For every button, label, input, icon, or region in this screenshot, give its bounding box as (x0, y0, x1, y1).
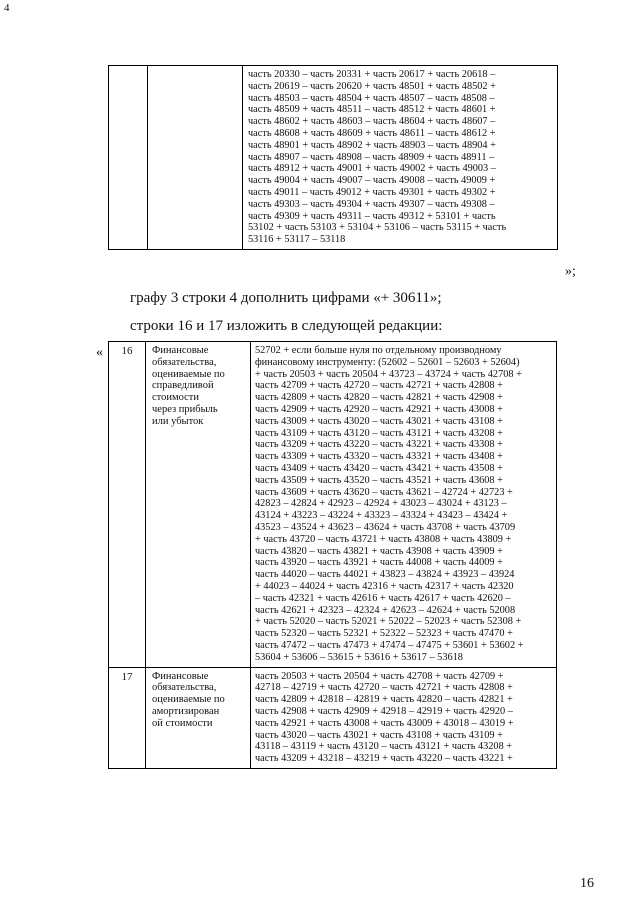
formula-text: часть 20330 – часть 20331 + часть 20617 + часть 20618 – часть 20619 – часть 20620 + часть 48501 + часть 48502 + часть 48503 – часть 48504 + часть 48507 – часть 48508 – часть 48509 + часть 48511 – часть 48512 + часть 48601 + часть 48602 + часть 48603 – часть 48604 + часть 48607 – часть 48608 + часть 48609 + часть 48611 – часть 48612 + часть 48901 + часть 48902 + часть 48903 – часть 48904 + часть 48907 – часть 48908 – часть 48909 + часть 48911 – часть 48912 + часть 49001 + часть 49002 + часть 49003 – часть 49004 + часть 49007 – часть 49008 – часть 49009 + часть 49011 – часть 49012 + часть 49301 + часть 49302 + часть 49303 – часть 49304 + часть 49307 – часть 49308 – часть 49309 + часть 49311 – часть 49312 + 53101 + часть 53102 + часть 53103 + 53104 + 53106 – часть 53115 + часть 53116 + 53117 – 53118 (248, 69, 507, 246)
formula-cell (251, 342, 557, 668)
opening-quote: « (96, 345, 103, 360)
closing-quote: »; (565, 264, 576, 279)
row-number-cell: 16 (109, 342, 146, 668)
formula-cell (243, 66, 558, 250)
table-row (109, 342, 557, 668)
formula-text: 52702 + если больше нуля по отдельному производному финансовому инструменту: (52602 – 52601 – 52603 + 52604) + часть 20503 + часть 20504 + 43723 – 43724 + часть 42708 + часть 42709 + часть 42720 – часть 42721 + часть 42808 + часть 42809 + часть 42820 – часть 42821 + часть 42908 + часть 42909 + часть 42920 – часть 42921 + часть 43008 + часть 43009 + часть 43020 – часть 43021 + часть 43108 + часть 43109 + часть 43120 – часть 43121 + часть 43208 + часть 43209 + часть 43220 – часть 43221 + часть 43308 + часть 43309 + часть 43320 – часть 43321 + часть 43408 + часть 43409 + часть 43420 – часть 43421 + часть 43508 + часть 43509 + часть 43520 – часть 43521 + часть 43608 + часть 43609 + часть 43620 – часть 43621 – 42724 + 42723 + 42823 – 42824 + 42923 – 42924 + 43023 – 43024 + 43123 – 43124 + 43223 – 43224 + 43323 – 43324 + 43423 – 43424 + 43523 – 43524 + 43623 – 43624 + часть 43708 + часть 43709 + часть 43720 – часть 43721 + часть 43808 + часть 43809 + часть 43820 – часть 43821 + часть 43908 + часть 43909 + часть 43920 – часть 43921 + часть 44008 + часть 44009 + часть 44020 – часть 44021 + 43823 – 43824 + 43923 – 43924 + 44023 – 44024 + часть 42316 + часть 42317 + часть 42320 – часть 42321 + часть 42616 + часть 42617 + часть 42620 – часть 42621 + 42323 – 42324 + 42623 – 42624 + часть 52008 + часть 52020 – часть 52021 + 52022 – 52023 + часть 52308 + часть 52320 – часть 52321 + 52322 – 52323 + часть 47470 + часть 47472 – часть 47473 + 47474 – 47475 + 53601 + 53602 + 53604 + 53606 – 53615 + 53616 + 53617 – 53618 (255, 345, 524, 663)
instruction-paragraph-1: графу 3 строки 4 дополнить цифрами «+ 30611»; (130, 290, 442, 306)
formula-text: часть 20503 + часть 20504 + часть 42708 + часть 42709 + 42718 – 42719 + часть 42720 – часть 42721 + часть 42808 + часть 42809 + 42818 – 42819 + часть 42820 – часть 42821 + часть 42908 + часть 42909 + 42918 – 42919 + часть 42920 – часть 42921 + часть 43008 + часть 43009 + 43018 – 43019 + часть 43020 – часть 43021 + часть 43108 + часть 43109 + 43118 – 43119 + часть 43120 – часть 43121 + часть 43208 + часть 43209 + 43218 – 43219 + часть 43220 – часть 43221 + (255, 670, 514, 765)
formula-cell (251, 667, 557, 768)
row-name-text: Финансовые обязательства, оцениваемые по справедливой стоимости через прибыль или убыток (152, 345, 225, 427)
table-new-rows (108, 341, 557, 769)
table-row (109, 66, 558, 250)
instruction-paragraph-2: строки 16 и 17 изложить в следующей редакции: (130, 318, 443, 334)
row-name-text: Финансовые обязательства, оцениваемые по амортизирован ой стоимости (152, 670, 225, 729)
table-row (109, 667, 557, 768)
row-name-cell (146, 667, 251, 768)
row-number-cell (109, 66, 148, 250)
corner-mark: 4 (4, 2, 10, 14)
row-name-cell (146, 342, 251, 668)
table-continuation (108, 65, 558, 250)
page-number: 16 (580, 876, 594, 891)
row-name-cell (148, 66, 243, 250)
row-number-cell: 17 (109, 667, 146, 768)
